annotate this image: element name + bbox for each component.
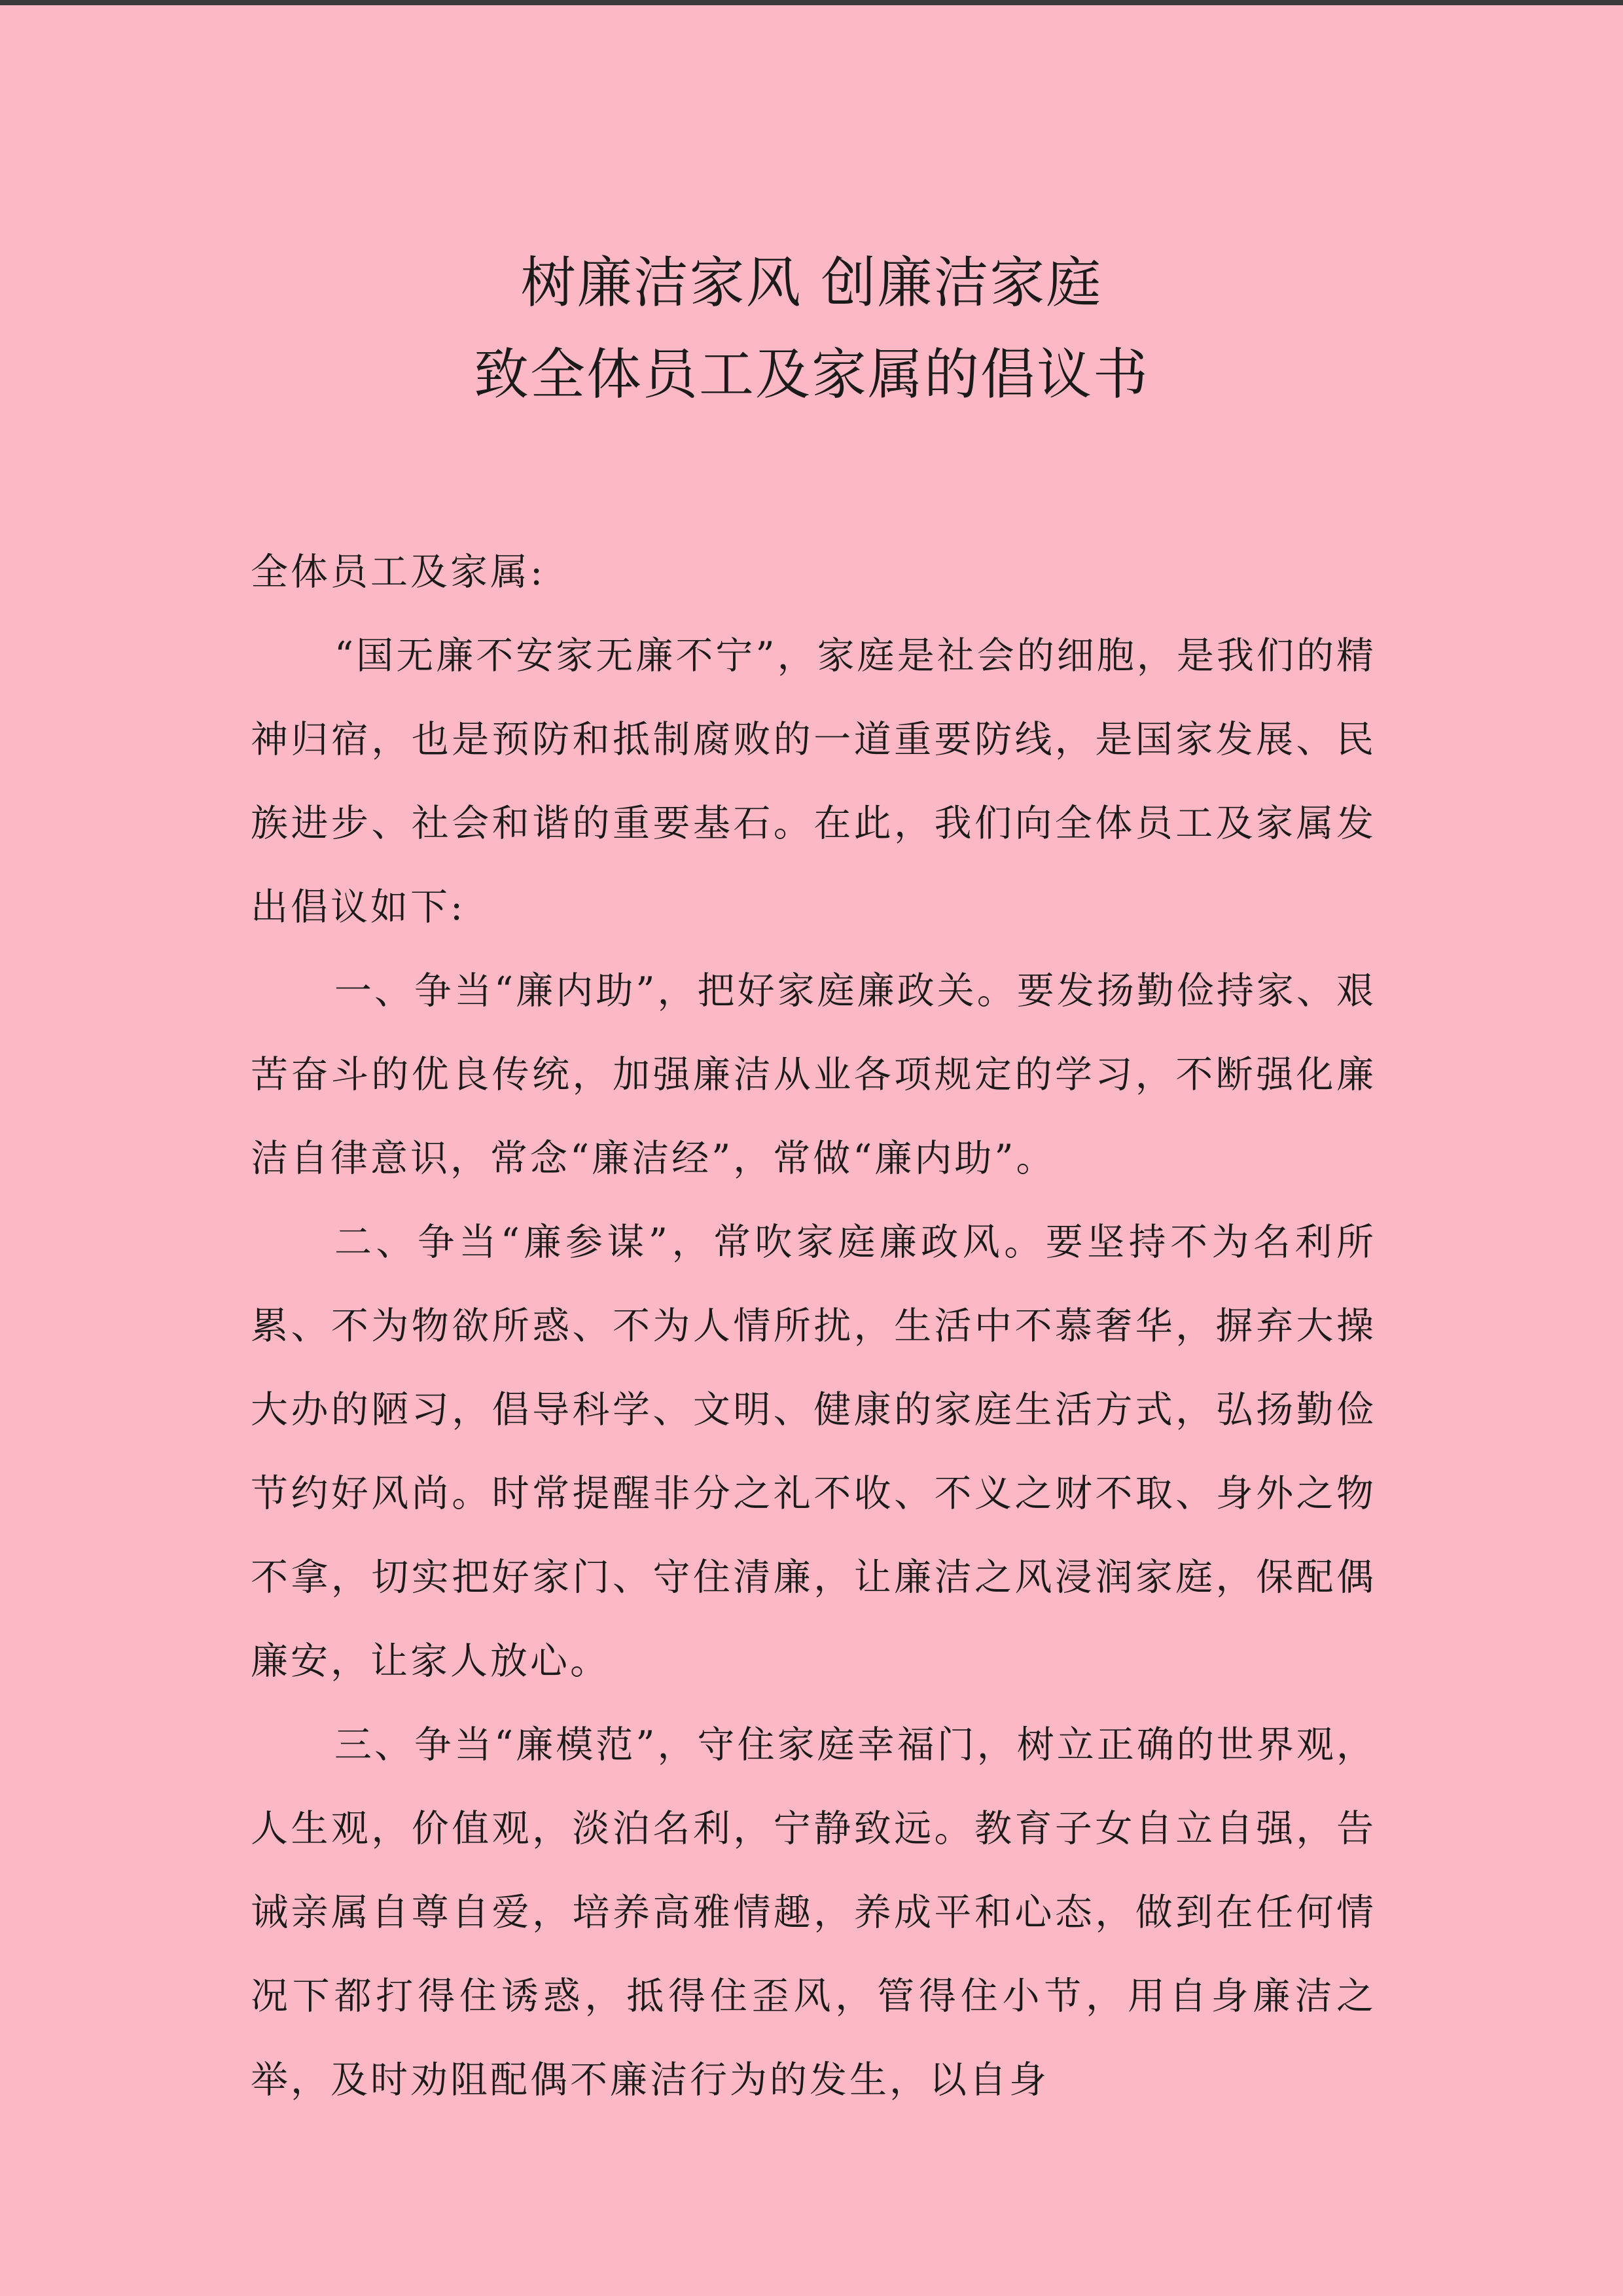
paragraph-item-1: 一、争当“廉内助”，把好家庭廉政关。要发扬勤俭持家、艰苦奋斗的优良传统，加强廉洁从业各项规定的学习，不断强化廉洁自律意识，常念“廉洁经”，常做“廉内助”。 <box>251 969 1376 1180</box>
paragraph-intro: “国无廉不安家无廉不宁”，家庭是社会的细胞，是我们的精神归宿，也是预防和抵制腐败的一道重要防线，是国家发展、民族进步、社会和谐的重要基石。在此，我们向全体员工及家属发出倡议如下: <box>251 634 1376 929</box>
salutation: 全体员工及家属: <box>251 550 546 594</box>
document-body <box>251 530 1376 2122</box>
paragraph-item-3: 三、争当“廉模范”，守住家庭幸福门，树立正确的世界观，人生观，价值观，淡泊名利，宁静致远。教育子女自立自强，告诫亲属自尊自爱，培养高雅情趣，养成平和心态，做到在任何情况下都打得住诱惑，抵得住歪风，管得住小节，用自身廉洁之举，及时劝阻配偶不廉洁行为的发生，以自身 <box>251 1723 1376 2102</box>
title-line-1: 树廉洁家风 创廉洁家庭 <box>520 251 1103 315</box>
title-line-2: 致全体员工及家属的倡议书 <box>473 342 1149 406</box>
paragraph-item-2: 二、争当“廉参谋”，常吹家庭廉政风。要坚持不为名利所累、不为物欲所惑、不为人情所扰，生活中不慕奢华，摒弃大操大办的陋习，倡导科学、文明、健康的家庭生活方式，弘扬勤俭节约好风尚。时常提醒非分之礼不收、不义之财不取、身外之物不拿，切实把好家门、守住清廉，让廉洁之风浸润家庭，保配偶廉安，让家人放心。 <box>251 1221 1376 1683</box>
scan-top-edge <box>0 0 1623 5</box>
document-title <box>0 251 1623 406</box>
